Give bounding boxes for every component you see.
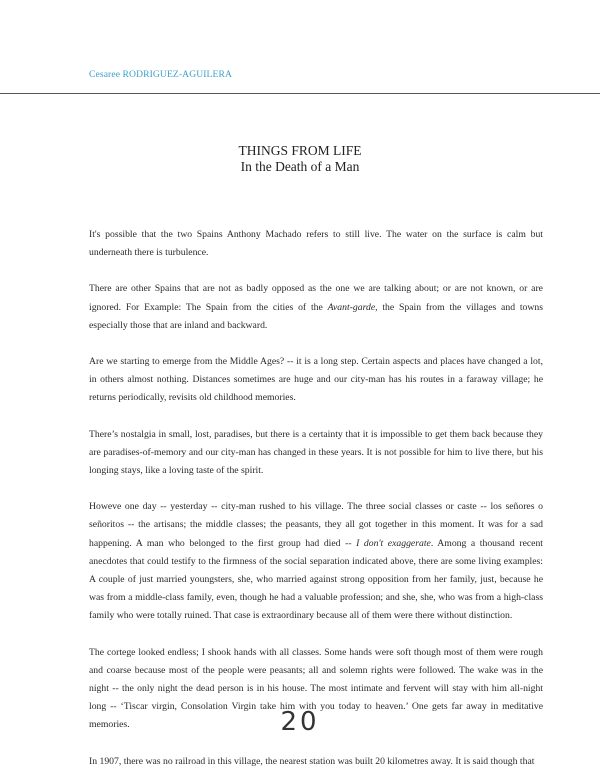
body-text [89,226,543,771]
page-number: 20 [280,707,320,737]
running-header-author: Cesaree RODRIGUEZ-AGUILERA [89,69,233,80]
paragraph-7: In 1907, there was no railroad in this village, the nearest station was built 20 kilometres away. It is said though that [89,755,535,767]
paragraph-5-text-c: . Among a thousand recent anecdotes that could testify to the firmness of the social separation indicated above, there are some living examples: A couple of just married youngsters, she, who married against strong opposition from her family, just, because he was from a middle-class family, even, though he had a valuable profession; and she, she, who was from a high-class family who were totally ruined. That case is extraordinary because all of them were there without distinction. [89,537,543,622]
chapter-title-main: THINGS FROM LIFE [238,143,362,158]
paragraph-6: The cortege looked endless; I shook hands with all classes. Some hands were soft though most of them were rough and coarse because most of the people were peasants; all and solemn rights were followed. The wake was in the night -- the only night the dead person is in his house. The most intimate and fervent will stay with him all-night long -- ‘Tiscar virgin, Consolation Virgin take him with you today to heaven.’ One gets far away in meditative memories. [89,646,543,731]
paragraph-5-text-a: Howeve one day -- yesterday -- city-man rushed to his village. The three social classes or caste -- los señores o señoritos -- the artisans; the middle classes; the peasants, they all got together in this moment. It was for a sad happening. A man who belonged to the first group had died -- [89,501,543,549]
paragraph-2 [89,280,543,335]
paragraph-5-italic: I don't exaggerate [356,537,431,549]
paragraph-2-text-c: , the Spain from the villages and towns especially those that are inland and backward. [89,301,543,331]
paragraph-5 [89,498,543,625]
chapter-title [0,143,600,175]
paragraph-2-text-a: There are other Spains that are not as badly opposed as the one we are talking about; or are not known, or are ignored. For Example: The Spain from the cities of the [89,283,543,313]
paragraph-1: It's possible that the two Spains Anthony Machado refers to still live. The water on the surface is calm but underneath there is turbulence. [89,229,543,259]
header-rule [0,93,600,94]
paragraph-4: There’s nostalgia in small, lost, paradises, but there is a certainty that it is impossible to get them back because they are paradises-of-memory and our city-man has changed in these years. It is not possible for him to live there, but his longing stays, like a loving taste of the spirit. [89,428,543,477]
paragraph-2-italic: Avant-garde [327,301,376,313]
chapter-subtitle: In the Death of a Man [240,159,360,174]
paragraph-3: Are we starting to emerge from the Middle Ages? -- it is a long step. Certain aspects and places have changed a lot, in others almost nothing. Distances sometimes are huge and our city-man has his routes in a faraway village; he returns periodically, revisits old childhood memories. [89,356,543,404]
